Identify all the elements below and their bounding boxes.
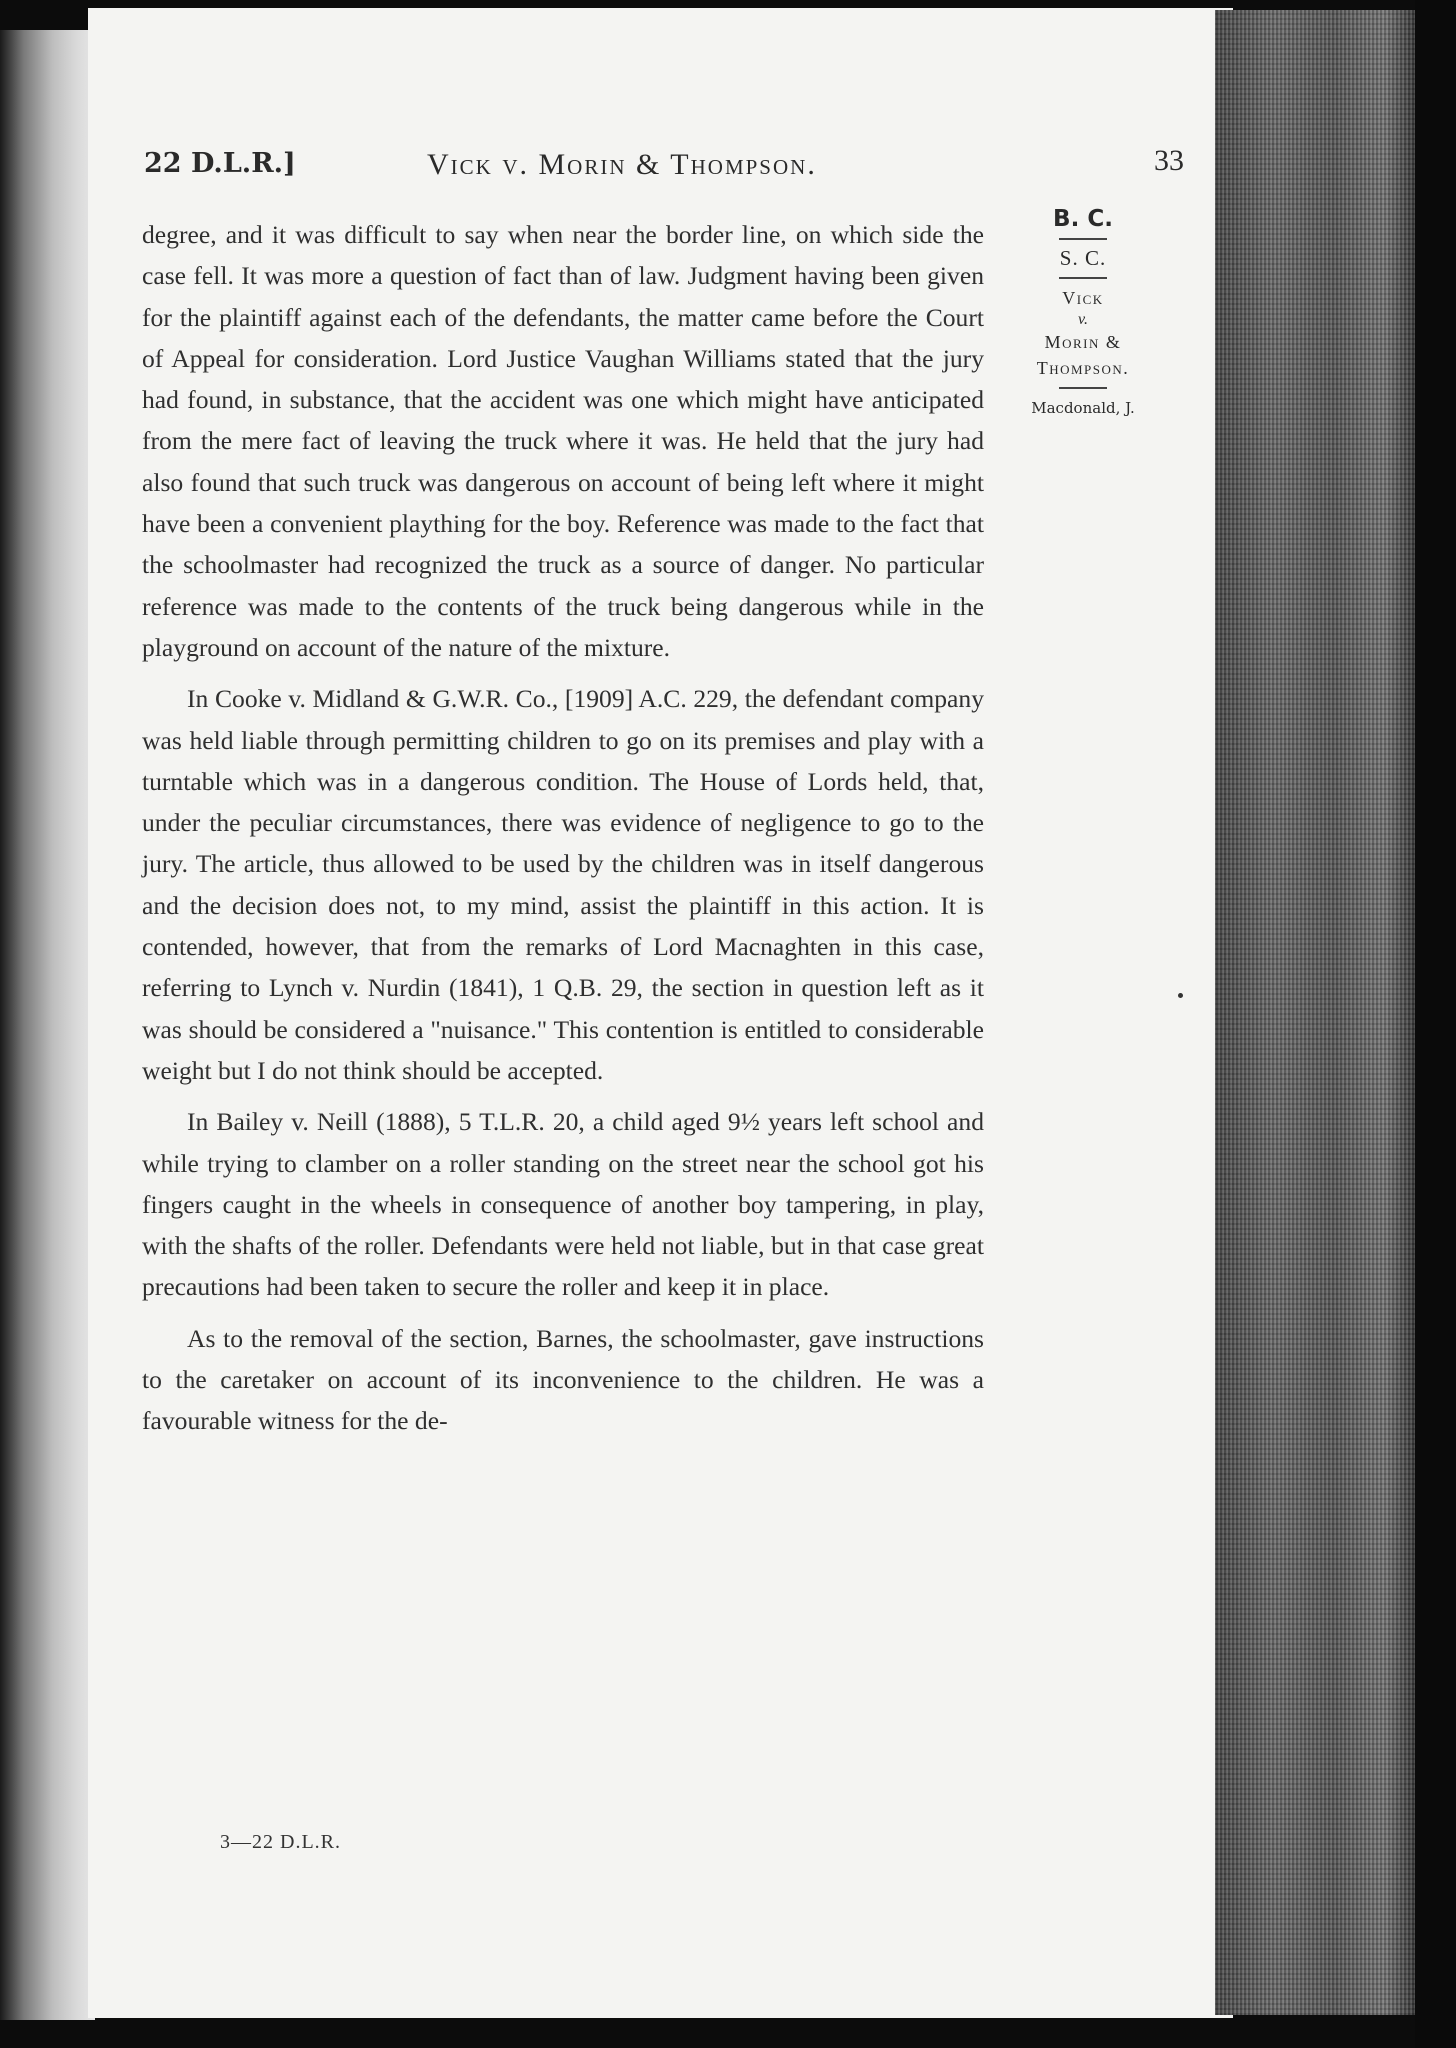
court-label: B. C. [1053,206,1113,232]
sidenote-rule [1059,387,1107,389]
case-versus: v. [1078,311,1088,328]
judge-name: Macdonald, J. [1031,399,1135,417]
margin-sidenote [993,206,1173,417]
sidenote-rule [1059,238,1107,240]
page-speck [1178,993,1183,998]
running-title: Vick v. Morin & Thompson. [427,148,817,181]
paragraph: As to the removal of the section, Barnes, the schoolmaster, gave instructions to the caretaker on account of its inconvenience to the children. He was a favourable witness for the de- [142,1323,984,1436]
paragraph: In Bailey v. Neill (1888), 5 T.L.R. 20, a child aged 9½ years left school and while trying to clamber on a roller standing on the street near the school got his fingers caught in the wheels in consequence of another boy tampering, in play, with the shafts of the roller. Defendants were held not liable, but in that case great precautions had been taken to secure the roller and keep it in place. [142,1107,984,1302]
volume-reference: 22 D.L.R.] [144,148,296,179]
case-name-line2: Morin & [1044,332,1122,352]
case-name-line1: Vick [1062,288,1104,308]
page-number: 33 [1154,144,1184,177]
sidenote-rule [1059,277,1107,279]
previous-page-edge [0,30,95,2020]
subcourt-label: S. C. [1059,246,1107,270]
paragraph: In Cooke v. Midland & G.W.R. Co., [1909] A.C. 229, the defendant company was held liable through permitting children to go on its premises and play with a turntable which was in a dangerous condition. The House of Lords held, that, under the peculiar circumstances, there was evidence of negligence to go to the jury. The article, thus allowed to be used by the children was in itself dangerous and the decision does not, to my mind, assist the plaintiff in this action. It is contended, however, that from the remarks of Lord Macnaghten in this case, referring to Lynch v. Nurdin (1841), 1 Q.B. 29, the section in question left as it was should be considered a "nuisance." This contention is entitled to considerable weight but I do not think should be accepted. [142,684,984,1085]
book-page [88,8,1233,2018]
signature-mark: 3—22 D.L.R. [220,1831,341,1853]
page-header [144,144,1234,188]
book-fore-edge [1215,10,1415,2015]
case-name-line3: Thompson. [1036,358,1130,378]
paragraph: degree, and it was difficult to say when near the border line, on which side the case fell. It was more a question of fact than of law. Judgment having been given for the plaintiff against each of the defendants, the matter came before the Court of Appeal for consideration. Lord Justice Vaughan Williams stated that the jury had found, in substance, that the accident was one which might have anticipated from the mere fact of leaving the truck where it was. He held that the jury had also found that such truck was dangerous on account of being left where it might have been a convenient plaything for the boy. Reference was made to the fact that the schoolmaster had recognized the truck as a source of danger. No particular reference was made to the contents of the truck being dangerous while in the playground on account of the nature of the mixture. [142,220,984,662]
body-text [142,214,984,1442]
background-edge [1415,0,1456,2048]
